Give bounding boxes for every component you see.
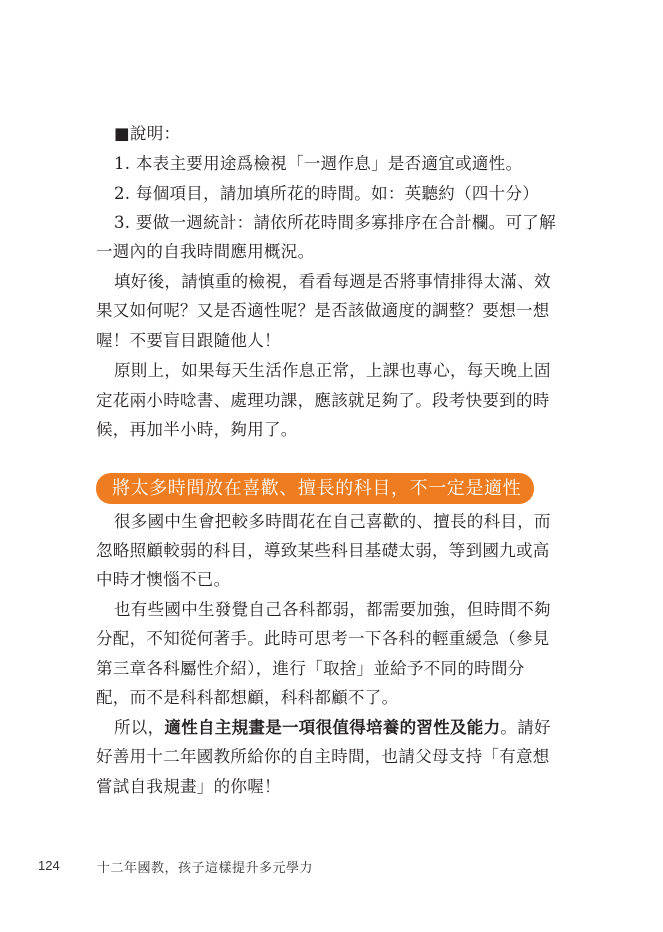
page-number: 124 <box>38 858 60 873</box>
notes-heading: ■說明： <box>114 124 181 143</box>
paragraph-2-line-2: 定花兩小時唸書、處理功課，應該就足夠了。段考快要到的時 <box>96 391 550 410</box>
p3-lead: 所以， <box>114 718 165 737</box>
section-p2-line-1: 也有些國中生發覺自己各科都弱，都需要加強，但時間不夠 <box>114 600 551 619</box>
running-footer-title: 十二年國教，孩子這樣提升多元學力 <box>97 861 314 876</box>
section-p3-line-2: 好善用十二年國教所給你的自主時間，也請父母支持「有意想 <box>96 747 550 766</box>
section-p1-line-1: 很多國中生會把較多時間花在自己喜歡的、擅長的科目，而 <box>114 512 551 531</box>
section-p1-line-2: 忽略照顧較弱的科目，導致某些科目基礎太弱，等到國九或高 <box>96 541 550 560</box>
section-heading: 將太多時間放在喜歡、擅長的科目，不一定是適性 <box>112 478 522 499</box>
notes-item-3-line-1: 3. 要做一週統計：請依所花時間多寡排序在合計欄。可了解 <box>114 213 556 232</box>
notes-item-2: 2. 每個項目，請加填所花的時間。如：英聽約（四十分） <box>114 184 540 203</box>
p3-tail: 。請好 <box>500 718 551 737</box>
section-p2-line-3: 第三章各科屬性介紹），進行「取捨」並給予不同的時間分 <box>96 659 525 678</box>
paragraph-1-line-1: 填好後，請慎重的檢視，看看每週是否將事情排得太滿、效 <box>114 272 551 291</box>
p3-bold-phrase: 適性自主規畫是一項很值得培養的習性及能力 <box>164 718 501 737</box>
paragraph-2-line-1: 原則上，如果每天生活作息正常，上課也專心，每天晚上固 <box>114 361 551 380</box>
section-p3-line-1 <box>114 716 551 740</box>
section-p2-line-2: 分配，不知從何著手。此時可思考一下各科的輕重緩急（參見 <box>96 629 550 648</box>
section-p2-line-4: 配，而不是科科都想顧，科科都顧不了。 <box>96 688 399 707</box>
section-p3-line-3: 嘗試自我規畫」的你喔！ <box>96 777 281 796</box>
paragraph-2-line-3: 候，再加半小時，夠用了。 <box>96 420 298 439</box>
notes-item-1: 1. 本表主要用途爲檢視「一週作息」是否適宜或適性。 <box>114 154 523 173</box>
paragraph-1-line-2: 果又如何呢？又是否適性呢？是否該做適度的調整？要想一想 <box>96 301 550 320</box>
section-p1-line-3: 中時才懊惱不已。 <box>96 570 231 589</box>
notes-item-3-line-2: 一週內的自我時間應用概況。 <box>96 242 315 261</box>
paragraph-1-line-3: 喔！不要盲目跟隨他人！ <box>96 331 281 350</box>
